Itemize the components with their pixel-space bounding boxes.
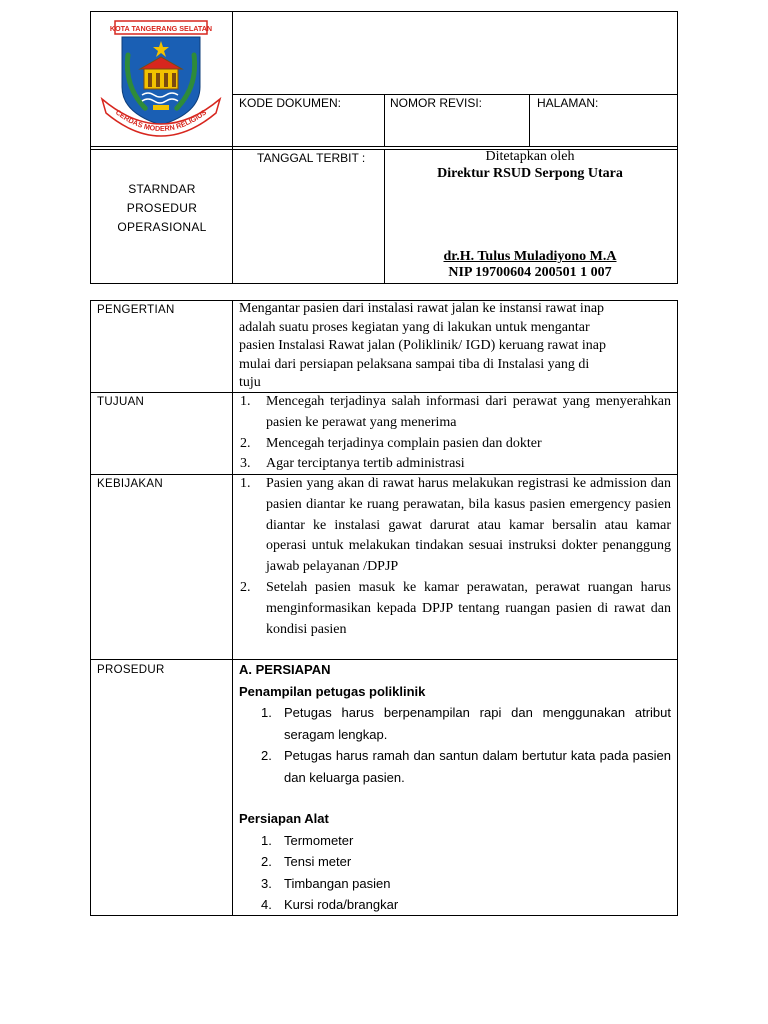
- header-divider-kode: [384, 94, 385, 146]
- kode-dokumen-label: KODE DOKUMEN:: [239, 96, 342, 110]
- signer-nip: NIP 19700604 200501 1 007: [448, 265, 612, 280]
- list-item: [239, 434, 671, 455]
- list-number: 1.: [261, 705, 272, 720]
- sub-heading-alat: Persiapan Alat: [239, 811, 329, 826]
- list-number: 1.: [261, 832, 272, 848]
- list-item: [261, 873, 671, 895]
- kebijakan-list: [239, 474, 671, 640]
- list-number: 2.: [240, 435, 251, 451]
- list-number: 2.: [261, 748, 272, 763]
- alat-list: [239, 830, 671, 916]
- list-number: 2.: [240, 579, 251, 595]
- list-item: [261, 894, 671, 916]
- list-text: Termometer: [284, 832, 354, 848]
- ditetapkan-oleh: Ditetapkan oleh: [485, 149, 575, 164]
- logo-motto: CERDAS MODERN RELIGIUS: [113, 107, 209, 134]
- header-divider-logo: [232, 11, 233, 284]
- list-item: [239, 392, 671, 434]
- list-number: 3.: [261, 875, 272, 891]
- penampilan-list: [239, 702, 671, 788]
- pengertian-line: tuju: [239, 375, 261, 390]
- prosedur-content: [239, 659, 671, 916]
- tujuan-label: TUJUAN: [97, 396, 145, 408]
- pengertian-line: pasien Instalasi Rawat jalan (Poliklinik/ IGD) keruang rawat inap: [239, 338, 607, 353]
- list-text: Kursi roda/brangkar: [284, 897, 399, 912]
- sop-title: [92, 180, 232, 237]
- tanggal-terbit-label: TANGGAL TERBIT :: [257, 151, 366, 165]
- list-text: Petugas harus berpenampilan rapi dan menggunakan atribut seragam lengkap.: [284, 705, 671, 742]
- header-divider-revisi: [529, 94, 530, 146]
- sop-title-line1: STARNDAR PROSEDUR: [126, 182, 198, 215]
- list-item: [261, 702, 671, 745]
- city-logo: [98, 17, 224, 141]
- list-text: Agar terciptanya tertib administrasi: [266, 456, 465, 472]
- list-text: Mencegah terjadinya complain pasien dan dokter: [266, 435, 542, 451]
- list-text: Timbangan pasien: [284, 875, 391, 891]
- signer-name: dr.H. Tulus Muladiyono M.A: [443, 249, 617, 264]
- prosedur-label: PROSEDUR: [97, 664, 165, 676]
- list-number: 1.: [240, 394, 251, 409]
- list-number: 4.: [261, 897, 272, 912]
- list-number: 2.: [261, 854, 272, 869]
- nomor-revisi-label: NOMOR REVISI:: [390, 96, 483, 110]
- list-text: Pasien yang akan di rawat harus melakukan registrasi ke admission dan pasien diantar ke ruang perawatan, bila kasus pasien emergency pasien diantar ke instalasi gawat darurat atau kamar bersalin atau kamar operasi untuk melakukan tindakan sesuai instruksi dokter penanggung jawab pelayanan /DPJP: [266, 476, 671, 575]
- list-item: [261, 830, 671, 852]
- list-item: [239, 454, 671, 475]
- list-item: [261, 745, 671, 788]
- pengertian-line: mulai dari persiapan pelaksana sampai tiba di Instalasi yang di: [239, 356, 590, 372]
- list-text: Tensi meter: [284, 854, 352, 869]
- sub-heading-penampilan: Penampilan petugas poliklinik: [239, 683, 426, 699]
- list-number: 1.: [240, 476, 251, 491]
- list-item: [261, 851, 671, 873]
- logo-top-text: KOTA TANGERANG SELATAN: [109, 24, 213, 33]
- halaman-label: HALAMAN:: [537, 96, 599, 110]
- pengertian-label: PENGERTIAN: [97, 304, 175, 316]
- kebijakan-label: KEBIJAKAN: [97, 478, 163, 490]
- list-item: [239, 474, 671, 578]
- list-text: Setelah pasien masuk ke kamar perawatan, perawat ruangan harus menginformasikan kepada DPJP tentang ruangan pasien di rawat dan kondisi pasien: [266, 579, 671, 637]
- sop-title-line2: OPERASIONAL: [117, 220, 207, 234]
- list-text: Mencegah terjadinya salah informasi dari perawat yang menyerahkan pasien ke perawat yang menerima: [266, 394, 671, 430]
- header-line-mid: [90, 146, 678, 147]
- pengertian-text: [239, 300, 671, 393]
- tujuan-list: [239, 392, 671, 475]
- section-a-heading: A. PERSIAPAN: [239, 662, 331, 677]
- spacer: [239, 788, 671, 808]
- list-text: Petugas harus ramah dan santun dalam bertutur kata pada pasien dan keluarga pasien.: [284, 748, 671, 785]
- pengertian-line: Mengantar pasien dari instalasi rawat jalan ke instansi rawat inap: [239, 301, 605, 316]
- pengertian-line: adalah suatu proses kegiatan yang di lakukan untuk mengantar: [239, 319, 590, 335]
- header-line-top-row: [232, 94, 678, 95]
- list-item: [239, 578, 671, 640]
- direktur-title: Direktur RSUD Serpong Utara: [437, 166, 623, 181]
- list-number: 3.: [240, 456, 251, 472]
